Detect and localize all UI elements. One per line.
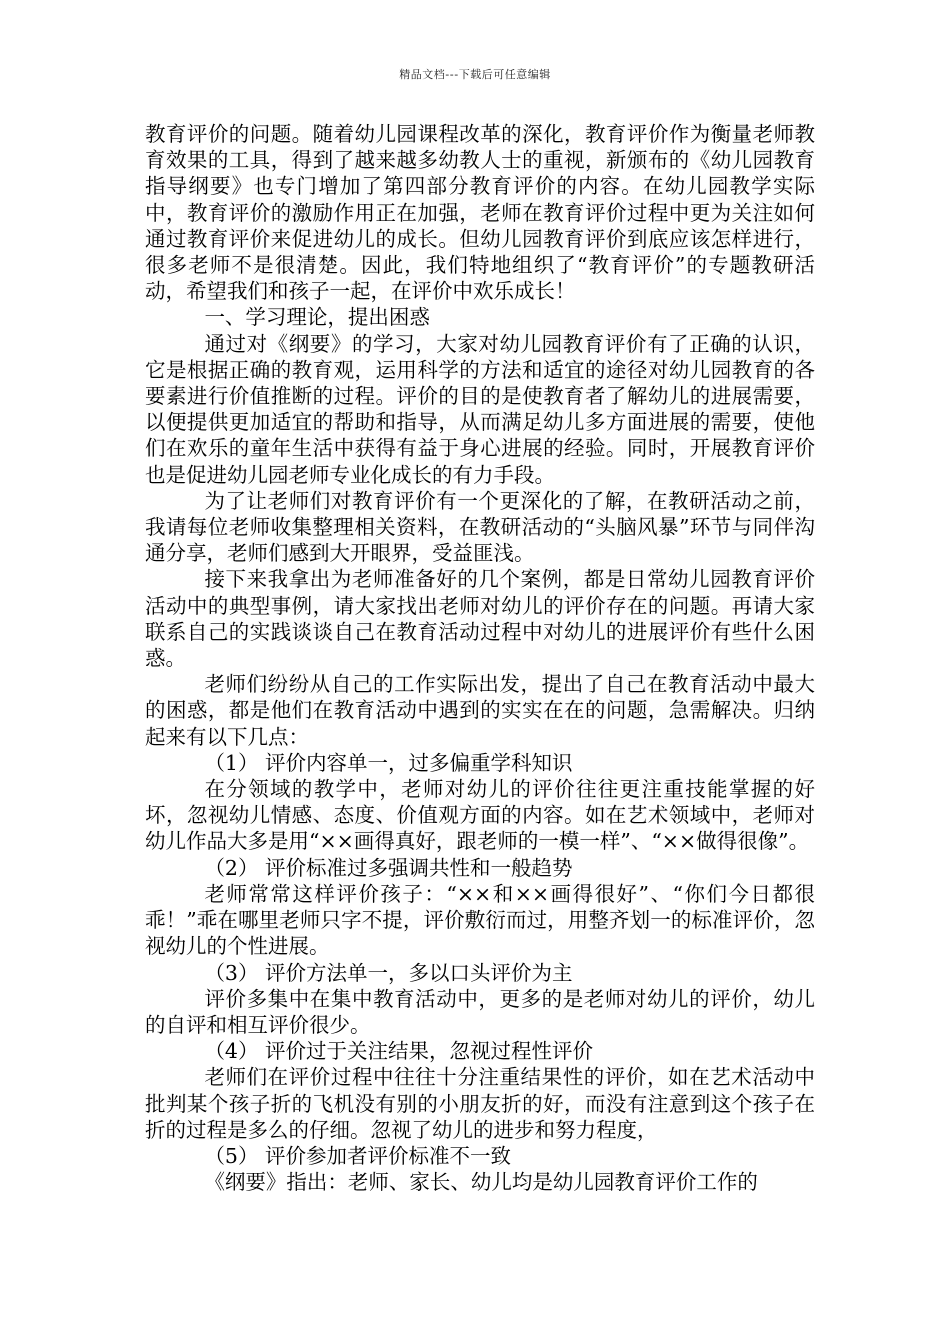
list-heading: （4） 评价过于关注结果，忽视过程性评价 bbox=[204, 1039, 593, 1064]
paragraph: 老师常常这样评价孩子：“××和××画得很好”、“你们今日都很乖！”乖在哪里老师只字不提，评价敷衍而过，用整齐划一的标准评价，忽视幼儿的个性进展。 bbox=[145, 881, 815, 959]
list-heading: （5） 评价参加者评价标准不一致 bbox=[204, 1143, 511, 1168]
paragraph: 评价多集中在集中教育活动中，更多的是老师对幼儿的评价，幼儿的自评和相互评价很少。 bbox=[145, 986, 815, 1037]
page-header: 精品文档---下载后可任意编辑 bbox=[399, 68, 551, 81]
paragraph: 老师们纷纷从自己的工作实际出发，提出了自己在教育活动中最大的困惑，都是他们在教育活动中遇到的实实在在的问题，急需解决。归纳起来有以下几点： bbox=[145, 672, 815, 749]
paragraph: 《纲要》指出：老师、家长、幼儿均是幼儿园教育评价工作的 bbox=[204, 1170, 758, 1195]
paragraph: 老师们在评价过程中往往十分注重结果性的评价，如在艺术活动中批判某个孩子折的飞机没有别的小朋友折的好，而没有注意到这个孩子在折的过程是多么的仔细。忽视了幼儿的进步和努力程度， bbox=[145, 1065, 815, 1142]
paragraph: 为了让老师们对教育评价有一个更深化的了解，在教研活动之前，我请每位老师收集整理相关资料，在教研活动的“头脑风暴”环节与同伴沟通分享，老师们感到大开眼界，受益匪浅。 bbox=[145, 488, 815, 566]
document-body bbox=[145, 121, 815, 1195]
paragraph: 通过对《纲要》的学习，大家对幼儿园教育评价有了正确的认识，它是根据正确的教育观，运用科学的方法和适宜的途径对幼儿园教育的各要素进行价值推断的过程。评价的目的是使教育者了解幼儿的进展需要，以便提供更加适宜的帮助和指导，从而满足幼儿多方面进展的需要，使他们在欢乐的童年生活中获得有益于身心进展的经验。同时，开展教育评价也是促进幼儿园老师专业化成长的有力手段。 bbox=[145, 331, 815, 487]
list-heading: （1） 评价内容单一，过多偏重学科知识 bbox=[204, 750, 573, 775]
section-heading: 一、学习理论，提出困惑 bbox=[204, 305, 430, 330]
list-heading: （3） 评价方法单一，多以口头评价为主 bbox=[204, 960, 573, 985]
list-heading: （2） 评价标准过多强调共性和一般趋势 bbox=[204, 855, 573, 880]
paragraph: 在分领域的教学中，老师对幼儿的评价往往更注重技能掌握的好坏，忽视幼儿情感、态度、价值观方面的内容。如在艺术领域中，老师对幼儿作品大多是用“××画得真好，跟老师的一模一样”、“××做得很像”。 bbox=[145, 777, 815, 854]
paragraph: 接下来我拿出为老师准备好的几个案例，都是日常幼儿园教育评价活动中的典型事例，请大家找出老师对幼儿的评价存在的问题。再请大家联系自己的实践谈谈自己在教育活动过程中对幼儿的进展评价有些什么困惑。 bbox=[145, 567, 815, 671]
paragraph-intro: 教育评价的问题。随着幼儿园课程改革的深化，教育评价作为衡量老师教育效果的工具，得到了越来越多幼教人士的重视，新颁布的《幼儿园教育指导纲要》也专门增加了第四部分教育评价的内容。在幼儿园教学实际中，教育评价的激励作用正在加强，老师在教育评价过程中更为关注如何通过教育评价来促进幼儿的成长。但幼儿园教育评价到底应该怎样进行，很多老师不是很清楚。因此，我们特地组织了“教育评价”的专题教研活动，希望我们和孩子一起，在评价中欢乐成长！ bbox=[145, 122, 815, 304]
